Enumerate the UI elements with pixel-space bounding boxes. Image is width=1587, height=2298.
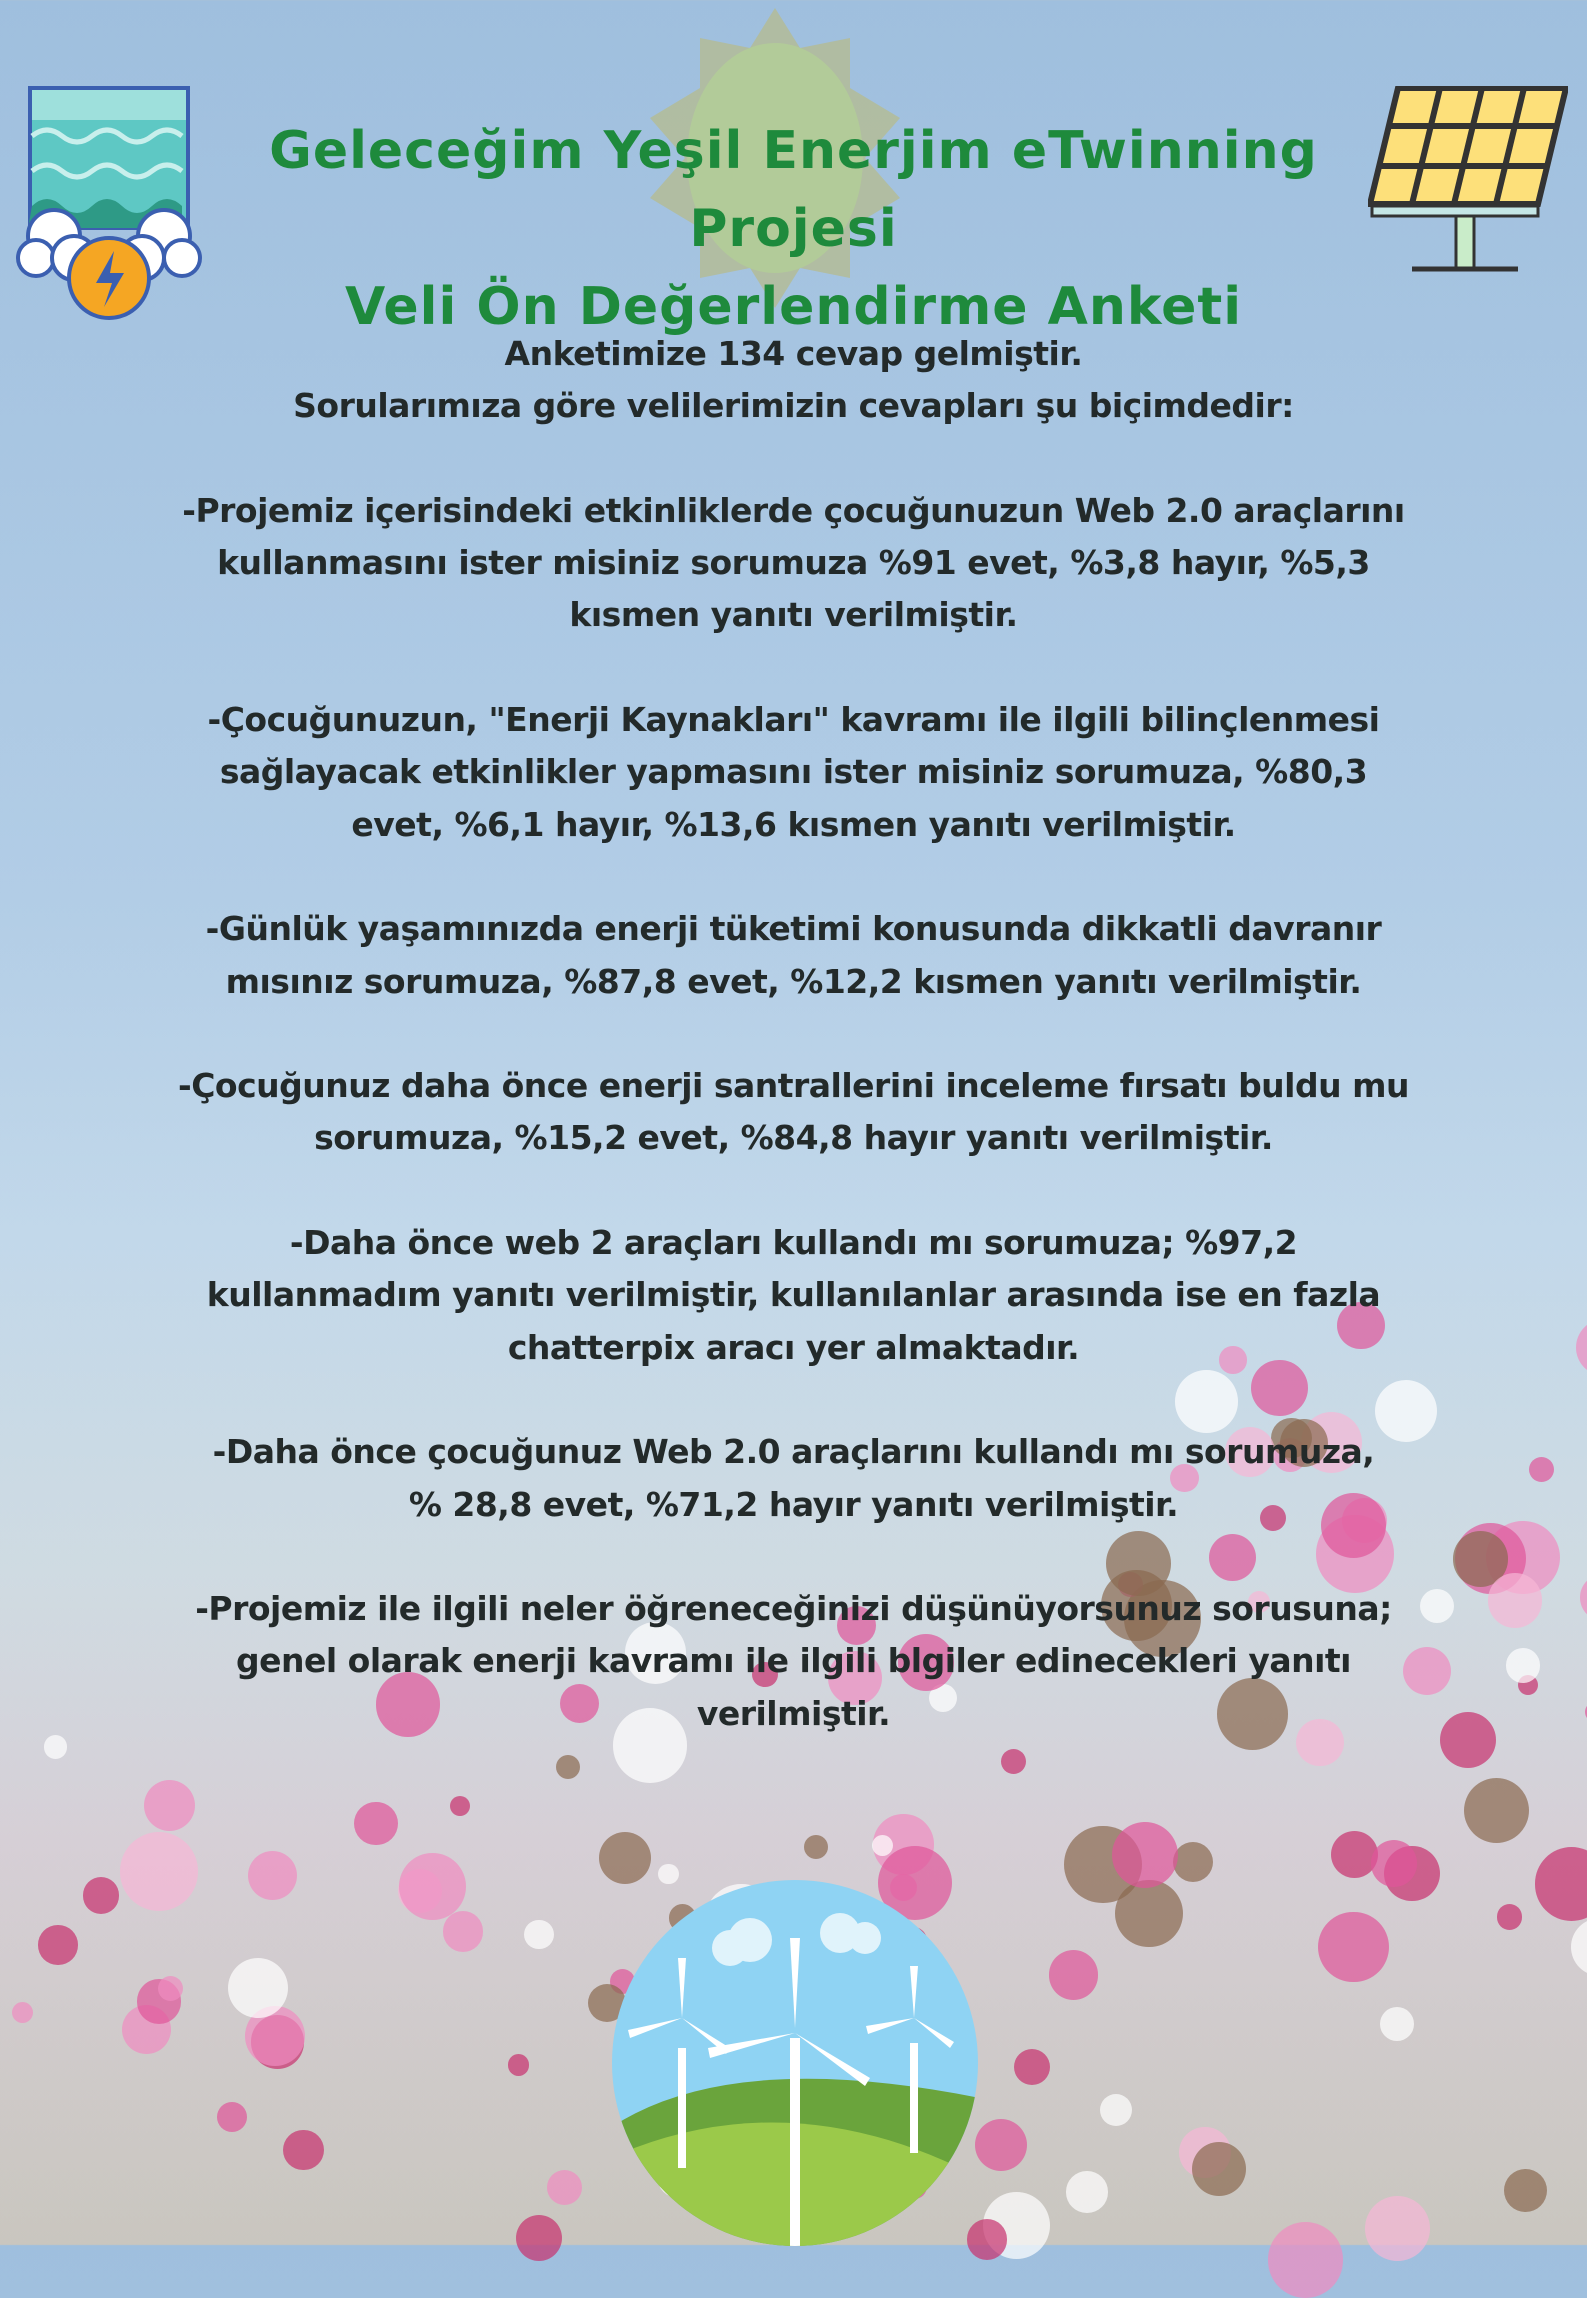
flower-decoration	[872, 1835, 893, 1856]
body-line: sağlayacak etkinlikler yapmasını ister misiniz sorumuza, %80,3	[219, 752, 1368, 792]
flower-decoration	[1192, 2142, 1246, 2196]
flower-decoration	[354, 1802, 397, 1845]
body-line: % 28,8 evet, %71,2 hayır yanıtı verilmiştir.	[408, 1484, 1179, 1524]
flower-decoration	[1506, 1648, 1540, 1682]
flower-decoration	[44, 1735, 68, 1759]
flower-decoration	[248, 1851, 297, 1900]
flower-decoration	[1014, 2049, 1050, 2085]
flower-decoration	[804, 1835, 829, 1860]
body-line: mısınız sorumuza, %87,8 evet, %12,2 kısmen yanıtı verilmiştir.	[225, 961, 1362, 1001]
solar-panel-icon	[1368, 86, 1568, 272]
flower-decoration	[1365, 2196, 1430, 2261]
body-line	[150, 1531, 1437, 1583]
flower-decoration	[516, 2215, 562, 2261]
flower-decoration	[217, 2102, 247, 2132]
flower-decoration	[83, 1877, 120, 1914]
flower-decoration	[547, 2170, 582, 2205]
flower-decoration	[1529, 1457, 1554, 1482]
body-line: -Daha önce çocuğunuz Web 2.0 araçlarını kullandı mı sorumuza,	[212, 1432, 1375, 1472]
body-line: evet, %6,1 hayır, %13,6 kısmen yanıtı verilmiştir.	[351, 804, 1236, 844]
body-line: Anketimize 134 cevap gelmiştir.	[504, 334, 1083, 373]
flower-decoration	[120, 1832, 198, 1910]
flower-decoration	[283, 2130, 324, 2171]
body-line: genel olarak enerji kavramı ile ilgili blgiler edinecekleri yanıtı	[235, 1641, 1351, 1681]
body-line: -Çocuğunuzun, "Enerji Kaynakları" kavramı ile ilgili bilinçlenmesi	[207, 700, 1380, 740]
body-line: kullanmadım yanıtı verilmiştir, kullanılanlar arasında ise en fazla	[206, 1275, 1381, 1315]
flower-decoration	[1371, 1840, 1417, 1886]
survey-results-text	[150, 328, 1437, 1740]
body-line: verilmiştir.	[696, 1693, 891, 1733]
flower-decoration	[975, 2119, 1027, 2171]
flower-decoration	[450, 1796, 470, 1816]
body-line: kullanmasını ister misiniz sorumuza %91 evet, %3,8 hayır, %5,3	[217, 543, 1370, 583]
body-line	[150, 1374, 1437, 1426]
flower-decoration	[1100, 2094, 1132, 2126]
flower-decoration	[599, 1832, 651, 1884]
body-line	[150, 851, 1437, 903]
flower-decoration	[1331, 1831, 1378, 1878]
body-line: -Daha önce web 2 araçları kullandı mı sorumuza; %97,2	[289, 1223, 1298, 1263]
flower-decoration	[1464, 1778, 1529, 1843]
flower-decoration	[1268, 2222, 1344, 2298]
flower-decoration	[556, 1755, 581, 1780]
flower-decoration	[1571, 1918, 1587, 1976]
flower-decoration	[1497, 1904, 1522, 1929]
body-line: -Günlük yaşamınızda enerji tüketimi konusunda dikkatli davranır	[205, 909, 1382, 949]
flower-decoration	[1173, 1842, 1213, 1882]
flower-decoration	[1380, 2007, 1414, 2041]
body-line	[150, 433, 1437, 485]
body-line: -Projemiz ile ilgili neler öğreneceğinizi düşünüyorsunuz sorusuna;	[195, 1589, 1392, 1629]
flower-decoration	[1504, 2169, 1547, 2212]
wind-turbine-icon	[610, 1878, 980, 2248]
title-line-2: Veli Ön Değerlendirme Anketi	[344, 277, 1243, 337]
body-line	[150, 642, 1437, 694]
flower-decoration	[1001, 1749, 1026, 1774]
body-line: chatterpix aracı yer almaktadır.	[507, 1327, 1080, 1367]
flower-decoration	[443, 1911, 484, 1952]
flower-decoration	[144, 1780, 195, 1831]
flower-decoration	[1580, 1574, 1587, 1621]
flower-decoration	[1488, 1573, 1542, 1627]
flower-decoration	[1066, 2171, 1107, 2212]
body-line: -Projemiz içerisindeki etkinliklerde çocuğunuzun Web 2.0 araçlarını	[182, 490, 1405, 530]
body-line: -Çocuğunuz daha önce enerji santrallerini inceleme fırsatı buldu mu	[178, 1066, 1409, 1106]
body-line	[150, 1165, 1437, 1217]
page-title	[200, 112, 1387, 346]
flower-decoration	[1440, 1712, 1496, 1768]
flower-decoration	[38, 1925, 77, 1964]
flower-decoration	[1576, 1319, 1587, 1376]
flower-decoration	[508, 2054, 530, 2076]
flower-decoration	[399, 1853, 466, 1920]
body-line: sorumuza, %15,2 evet, %84,8 hayır yanıtı verilmiştir.	[314, 1118, 1273, 1158]
body-line: Sorularımıza göre velilerimizin cevapları şu biçimdedir:	[293, 386, 1294, 426]
title-line-1: Geleceğim Yeşil Enerjim eTwinning Projesi	[269, 121, 1318, 259]
flower-decoration	[1112, 1822, 1178, 1888]
flower-decoration	[1318, 1912, 1389, 1983]
flower-decoration	[524, 1920, 553, 1949]
body-line	[150, 1008, 1437, 1060]
flower-decoration	[12, 2002, 33, 2023]
flower-decoration	[1535, 1847, 1587, 1920]
hydro-energy-icon	[14, 86, 204, 326]
body-line: kısmen yanıtı verilmiştir.	[569, 595, 1018, 635]
flower-decoration	[1049, 1950, 1098, 1999]
